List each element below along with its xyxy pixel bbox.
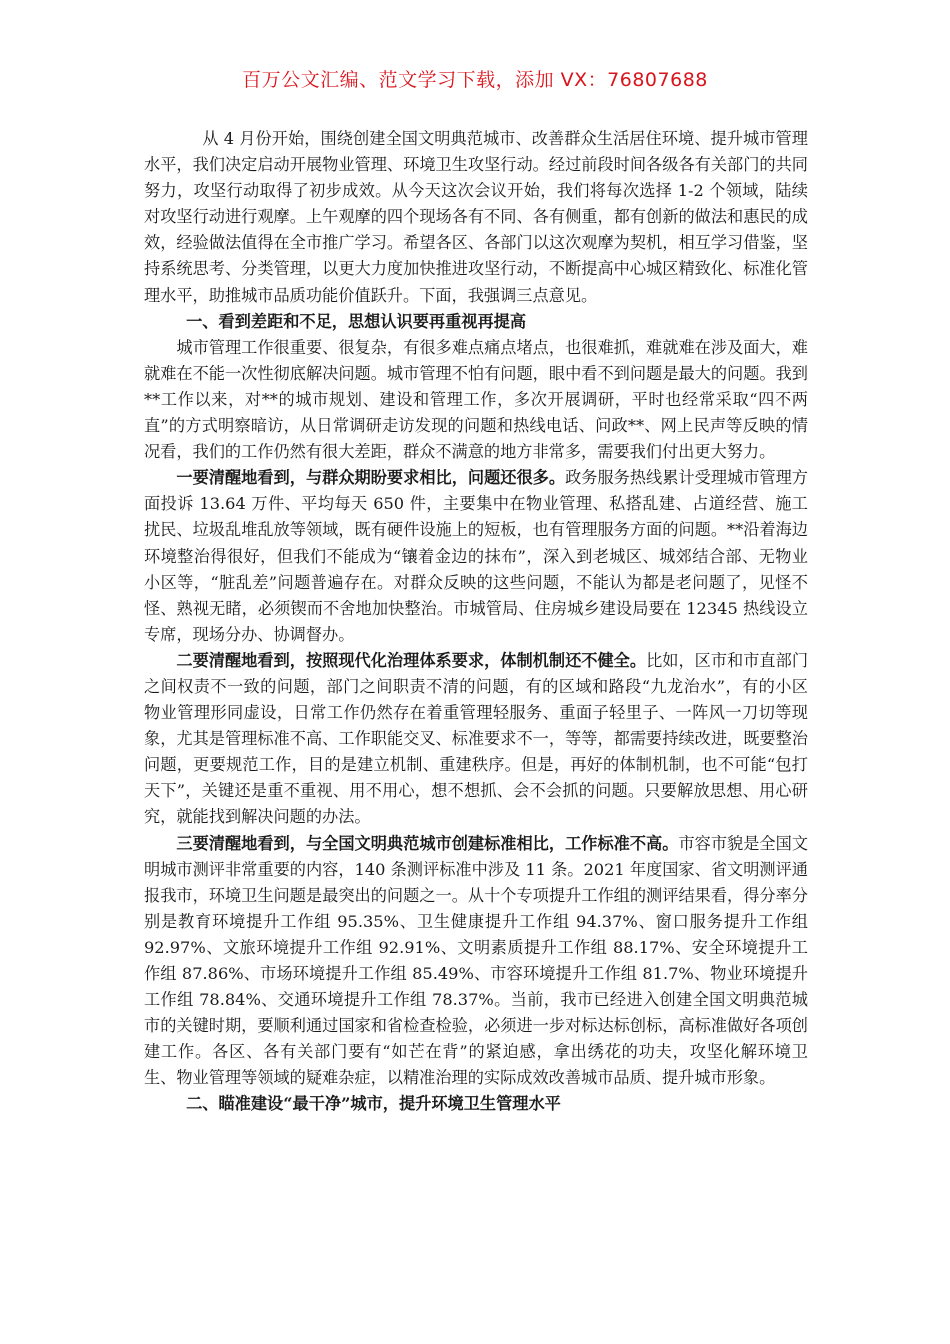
section-1-heading: 一、看到差距和不足，思想认识要再重视再提高 (186, 311, 527, 331)
point-2-paragraph (144, 648, 808, 831)
point-1-text: 政务服务热线累计受理城市管理方面投诉 13.64 万件、平均每天 650 件，主要集中在物业管理、私搭乱建、占道经营、施工扰民、垃圾乱堆乱放等领域，既有硬件设施上的短板，也有管理服务方面的问题。**沿着海边环境整治得很好，但我们不能成为“镶着金边的抹布”，深入到老城区、城郊结合部、无物业小区等，“脏乱差”问题普遍存在。对群众反映的这些问题，不能认为都是老问题了，见怪不怪、熟视无睹，必须锲而不舍地加快整治。市城管局、住房城乡建设局要在 12345 热线设立专席，现场分办、协调督办。 (144, 468, 808, 644)
point-2-text: 比如，区市和市直部门之间权责不一致的问题，部门之间职责不清的问题，有的区域和路段“九龙治水”，有的小区物业管理形同虚设，日常工作仍然存在着重管理轻服务、重面子轻里子、一阵风一刀切等现象，尤其是管理标准不高、工作职能交叉、标准要求不一，等等，都需要持续改进，既要整治问题，更要规范工作，目的是建立机制、重建秩序。但是，再好的体制机制，也不可能“包打天下”，关键还是重不重视、用不用心，想不想抓、会不会抓的问题。只要解放思想、用心研究，就能找到解决问题的办法。 (144, 650, 809, 827)
document-body (144, 126, 808, 1118)
point-3-lead: 三要清醒地看到，与全国文明典范城市创建标准相比，工作标准不高。 (176, 833, 679, 853)
section-2-heading: 二、瞄准建设“最干净”城市，提升环境卫生管理水平 (186, 1094, 561, 1114)
point-1-paragraph (144, 465, 808, 648)
section-1-paragraph: 城市管理工作很重要、很复杂，有很多难点痛点堵点，也很难抓，难就难在涉及面大，难就难在不能一次性彻底解决问题。城市管理不怕有问题，眼中看不到问题是最大的问题。我到**工作以来，对**的城市规划、建设和管理工作，多次开展调研，平时也经常采取“四不两直”的方式明察暗访，从日常调研走访发现的问题和热线电话、问政**、网上民声等反映的情况看，我们的工作仍然有很大差距，群众不满意的地方非常多，需要我们付出更大努力。 (144, 337, 808, 462)
watermark-header: 百万公文汇编、范文学习下载，添加 VX：76807688 (242, 69, 708, 91)
intro-paragraph: 从 4 月份开始，围绕创建全国文明典范城市、改善群众生活居住环境、提升城市管理水平，我们决定启动开展物业管理、环境卫生攻坚行动。经过前段时间各级各有关部门的共同努力，攻坚行动取得了初步成效。从今天这次会议开始，我们将每次选择 1-2 个领域，陆续对攻坚行动进行观摩。上午观摩的四个现场各有不同、各有侧重，都有创新的做法和惠民的成效，经验做法值得在全市推广学习。希望各区、各部门以这次观摩为契机，相互学习借鉴，坚持系统思考、分类管理，以更大力度加快推进攻坚行动，不断提高中心城区精致化、标准化管理水平，助推城市品质功能价值跃升。下面，我强调三点意见。 (144, 129, 808, 305)
point-3-text: 市容市貌是全国文明城市测评非常重要的内容，140 条测评标准中涉及 11 条。2021 年度国家、省文明测评通报我市，环境卫生问题是最突出的问题之一。从十个专项提升工作组的测评结果看，得分率分别是教育环境提升工作组 95.35%、卫生健康提升工作组 94.37%、窗口服务提升工作组 92.97%、文旅环境提升工作组 92.91%、文明素质提升工作组 88.17%、安全环境提升工作组 87.86%、市场环境提升工作组 85.49%、市容环境提升工作组 81.7%、物业环境提升工作组 78.84%、交通环境提升工作组 78.37%。当前，我市已经进入创建全国文明典范城市的关键时期，要顺利通过国家和省检查检验，必须进一步对标达标创标，高标准做好各项创建工作。各区、各有关部门要有“如芒在背”的紧迫感，拿出绣花的功夫，攻坚化解环境卫生、物业管理等领域的疑难杂症，以精准治理的实际成效改善城市品质、提升城市形象。 (144, 833, 809, 1088)
point-2-lead: 二要清醒地看到，按照现代化治理体系要求，体制机制还不健全。 (176, 650, 647, 670)
point-3-paragraph (144, 831, 808, 1092)
point-1-lead: 一要清醒地看到，与群众期盼要求相比，问题还很多。 (176, 468, 566, 488)
